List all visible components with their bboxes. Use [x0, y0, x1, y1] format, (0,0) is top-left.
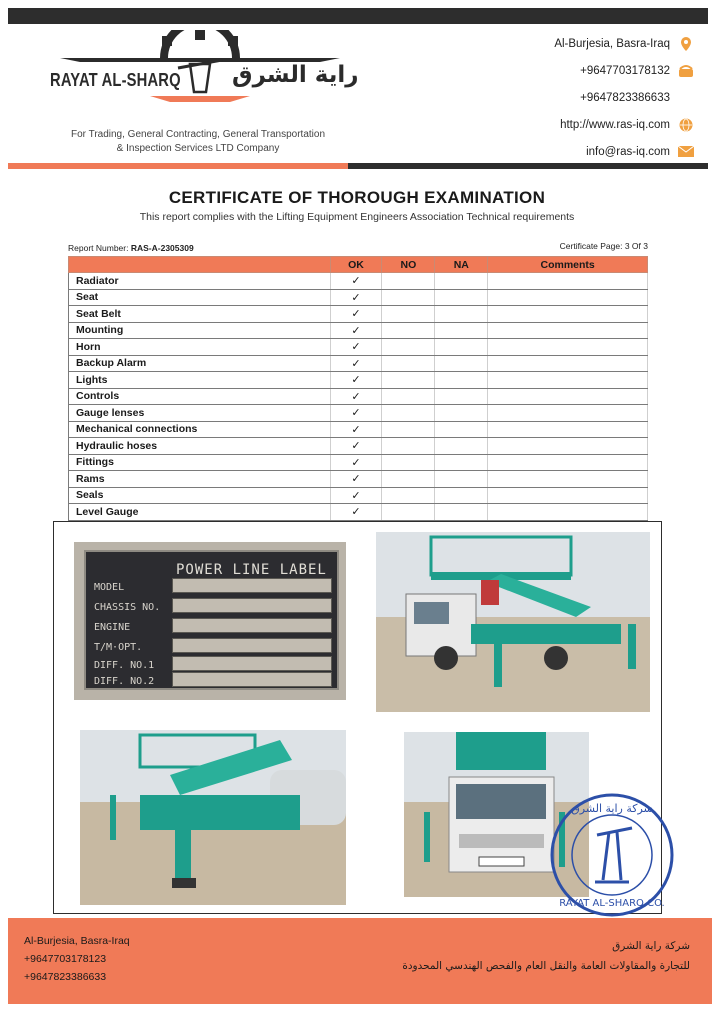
row-no-mark [382, 388, 435, 405]
company-stamp [547, 790, 677, 920]
label-plate: POWER LINE LABEL MODEL CHASSIS NO. ENGINE T/M·OPT. DIFF. NO.1 DIFF. NO.2 [84, 550, 339, 690]
table-row [69, 471, 648, 488]
col-item [69, 257, 331, 273]
plate-title: POWER LINE LABEL [176, 562, 327, 578]
footer-company-ar: شركة راية الشرق للتجارة والمقاولات العامة والنقل العام والفحص الهندسي المحدودة [402, 940, 690, 972]
stamp-text-bottom: RAYAT AL-SHARQ CO. [559, 898, 665, 909]
row-na-mark [435, 388, 488, 405]
row-no-mark [382, 306, 435, 323]
row-comment [488, 421, 648, 438]
row-na-mark [435, 273, 488, 290]
contact-website[interactable]: http://www.ras-iq.com [464, 111, 694, 138]
row-item-label: Seat Belt [69, 306, 331, 323]
row-na-mark [435, 471, 488, 488]
power-line-label-photo [74, 542, 346, 700]
stamp-text-top: شركة راية الشرق [571, 802, 653, 815]
row-ok-mark: ✓ [330, 306, 382, 323]
globe-icon [678, 118, 694, 132]
phone-icon [678, 64, 694, 78]
row-item-label: Rams [69, 471, 331, 488]
col-no: NO [382, 257, 435, 273]
row-ok-mark: ✓ [330, 405, 382, 422]
row-ok-mark: ✓ [330, 322, 382, 339]
row-no-mark [382, 487, 435, 504]
row-ok-mark: ✓ [330, 487, 382, 504]
row-comment [488, 306, 648, 323]
footer [8, 918, 712, 1004]
row-ok-mark: ✓ [330, 339, 382, 356]
row-comment [488, 388, 648, 405]
row-ok-mark: ✓ [330, 273, 382, 290]
row-item-label: Mechanical connections [69, 421, 331, 438]
row-na-mark [435, 438, 488, 455]
row-ok-mark: ✓ [330, 388, 382, 405]
row-item-label: Hydraulic hoses [69, 438, 331, 455]
row-na-mark [435, 504, 488, 521]
row-item-label: Mounting [69, 322, 331, 339]
row-na-mark [435, 421, 488, 438]
row-comment [488, 487, 648, 504]
row-na-mark [435, 405, 488, 422]
table-row [69, 306, 648, 323]
table-row [69, 273, 648, 290]
row-comment [488, 339, 648, 356]
report-number: Report Number: RAS-A-2305309 [68, 243, 194, 253]
row-item-label: Seals [69, 487, 331, 504]
contact-phone-2[interactable]: +9647823386633 [580, 91, 670, 104]
row-item-label: Horn [69, 339, 331, 356]
row-comment [488, 289, 648, 306]
table-header [69, 257, 648, 273]
top-bar [8, 8, 708, 24]
table-row [69, 322, 648, 339]
row-comment [488, 273, 648, 290]
inspection-table [68, 256, 648, 521]
row-item-label: Radiator [69, 273, 331, 290]
row-item-label: Backup Alarm [69, 355, 331, 372]
row-no-mark [382, 504, 435, 521]
contact-info [464, 30, 694, 165]
row-comment [488, 504, 648, 521]
location-pin-icon [678, 37, 694, 51]
table-row [69, 289, 648, 306]
table-row [69, 487, 648, 504]
logo-text-en: RAYAT AL-SHARQ [50, 70, 181, 90]
row-comment [488, 355, 648, 372]
col-comments: Comments [488, 257, 648, 273]
truck-side-photo [376, 532, 650, 712]
row-no-mark [382, 471, 435, 488]
row-na-mark [435, 306, 488, 323]
row-ok-mark: ✓ [330, 504, 382, 521]
row-na-mark [435, 289, 488, 306]
certificate-title: CERTIFICATE OF THOROUGH EXAMINATION [168, 188, 546, 207]
row-comment [488, 438, 648, 455]
row-no-mark [382, 339, 435, 356]
col-na: NA [435, 257, 488, 273]
table-row [69, 438, 648, 455]
row-comment [488, 471, 648, 488]
row-ok-mark: ✓ [330, 355, 382, 372]
table-row [69, 339, 648, 356]
row-ok-mark: ✓ [330, 421, 382, 438]
table-row [69, 388, 648, 405]
email-icon [678, 145, 694, 159]
row-item-label: Lights [69, 372, 331, 389]
table-row [69, 372, 648, 389]
row-na-mark [435, 339, 488, 356]
contact-email[interactable]: info@ras-iq.com [464, 138, 694, 165]
row-item-label: Gauge lenses [69, 405, 331, 422]
row-no-mark [382, 372, 435, 389]
contact-phone-1[interactable]: +9647703178132 [464, 57, 694, 84]
row-comment [488, 322, 648, 339]
row-no-mark [382, 454, 435, 471]
page-info: Certificate Page: 3 Of 3 [559, 241, 648, 251]
contact-address: Al-Burjesia, Basra-Iraq [464, 30, 694, 57]
row-na-mark [435, 372, 488, 389]
row-no-mark [382, 405, 435, 422]
row-ok-mark: ✓ [330, 471, 382, 488]
row-ok-mark: ✓ [330, 438, 382, 455]
header-divider-dark [348, 163, 708, 169]
row-na-mark [435, 355, 488, 372]
row-no-mark [382, 273, 435, 290]
col-ok: OK [330, 257, 382, 273]
row-item-label: Level Gauge [69, 504, 331, 521]
row-comment [488, 372, 648, 389]
row-item-label: Fittings [69, 454, 331, 471]
truck-rear-photo [80, 730, 346, 905]
logo-text-ar: راية الشرق [232, 62, 359, 88]
table-row [69, 504, 648, 521]
table-row [69, 421, 648, 438]
table-row [69, 454, 648, 471]
row-ok-mark: ✓ [330, 289, 382, 306]
row-na-mark [435, 454, 488, 471]
row-ok-mark: ✓ [330, 454, 382, 471]
row-item-label: Seat [69, 289, 331, 306]
footer-contacts: Al-Burjesia, Basra-Iraq +9647703178123 +9647823386633 [24, 935, 130, 983]
row-comment [488, 405, 648, 422]
row-comment [488, 454, 648, 471]
row-item-label: Controls [69, 388, 331, 405]
row-no-mark [382, 438, 435, 455]
row-no-mark [382, 355, 435, 372]
row-na-mark [435, 487, 488, 504]
certificate-subtitle: This report complies with the Lifting Equipment Engineers Association Technical requirements [139, 211, 575, 223]
table-row [69, 355, 648, 372]
row-na-mark [435, 322, 488, 339]
row-no-mark [382, 322, 435, 339]
row-no-mark [382, 289, 435, 306]
company-tagline: For Trading, General Contracting, General Transportation & Inspection Services LTD Company [70, 129, 326, 154]
header-divider-orange [8, 163, 348, 169]
row-ok-mark: ✓ [330, 372, 382, 389]
table-row [69, 405, 648, 422]
row-no-mark [382, 421, 435, 438]
